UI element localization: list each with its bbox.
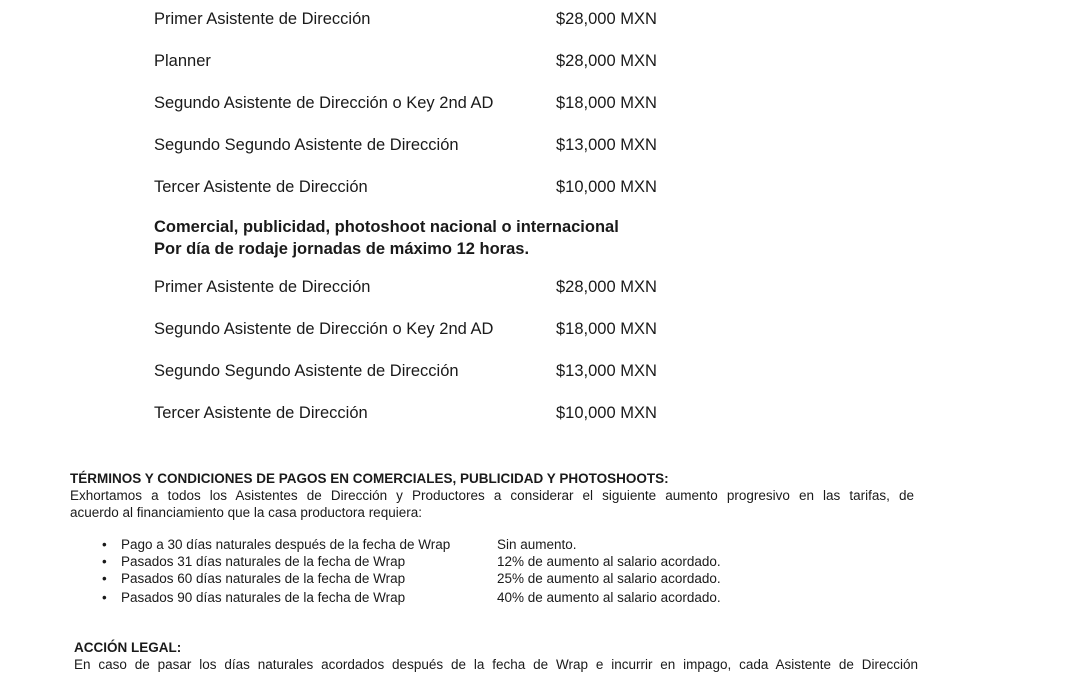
terms-list-item xyxy=(102,536,802,553)
price-value: $18,000 MXN xyxy=(556,320,657,338)
terms-list-item xyxy=(102,589,802,606)
price-value: $28,000 MXN xyxy=(556,10,657,28)
terms-title: TÉRMINOS Y CONDICIONES DE PAGOS EN COMERCIALES, PUBLICIDAD Y PHOTOSHOOTS: xyxy=(70,471,669,486)
terms-paragraph xyxy=(70,487,914,521)
rate-row xyxy=(154,8,714,30)
bullet-icon: • xyxy=(102,537,107,552)
term-condition: Pasados 31 días naturales de la fecha de Wrap xyxy=(121,554,406,569)
term-result: 12% de aumento al salario acordado. xyxy=(497,554,721,569)
term-result: Sin aumento. xyxy=(497,537,577,552)
price-value: $28,000 MXN xyxy=(556,278,657,296)
role-label: Primer Asistente de Dirección xyxy=(154,278,371,296)
rate-row xyxy=(154,318,714,340)
term-result: 40% de aumento al salario acordado. xyxy=(497,590,721,605)
price-value: $10,000 MXN xyxy=(556,404,657,422)
price-value: $18,000 MXN xyxy=(556,94,657,112)
terms-list-item xyxy=(102,570,802,587)
bullet-icon: • xyxy=(102,590,107,605)
rate-row xyxy=(154,402,714,424)
role-label: Tercer Asistente de Dirección xyxy=(154,404,368,422)
term-condition: Pasados 90 días naturales de la fecha de Wrap xyxy=(121,590,406,605)
terms-list-item xyxy=(102,553,802,570)
rate-row xyxy=(154,134,714,156)
price-value: $13,000 MXN xyxy=(556,362,657,380)
legal-paragraph-line: En caso de pasar los días naturales acordados después de la fecha de Wrap e incurrir en impago, cada Asistente de Dirección xyxy=(74,657,918,672)
role-label: Segundo Segundo Asistente de Dirección xyxy=(154,362,459,380)
price-value: $13,000 MXN xyxy=(556,136,657,154)
bullet-icon: • xyxy=(102,554,107,569)
rate-row xyxy=(154,50,714,72)
terms-paragraph-line: acuerdo al financiamiento que la casa productora requiera: xyxy=(70,505,422,520)
commercial-subheading: Por día de rodaje jornadas de máximo 12 horas. xyxy=(154,240,530,258)
rate-row xyxy=(154,92,714,114)
rate-row xyxy=(154,176,714,198)
role-label: Segundo Asistente de Dirección o Key 2nd AD xyxy=(154,320,494,338)
bullet-icon: • xyxy=(102,571,107,586)
legal-paragraph xyxy=(74,656,918,673)
role-label: Tercer Asistente de Dirección xyxy=(154,178,368,196)
role-label: Primer Asistente de Dirección xyxy=(154,10,371,28)
legal-title: ACCIÓN LEGAL: xyxy=(74,640,182,655)
price-value: $10,000 MXN xyxy=(556,178,657,196)
term-condition: Pasados 60 días naturales de la fecha de Wrap xyxy=(121,571,406,586)
terms-paragraph-line: Exhortamos a todos los Asistentes de Dirección y Productores a considerar el siguiente aumento progresivo en las tarifas, de xyxy=(70,488,914,503)
role-label: Segundo Segundo Asistente de Dirección xyxy=(154,136,459,154)
term-result: 25% de aumento al salario acordado. xyxy=(497,571,721,586)
term-condition: Pago a 30 días naturales después de la fecha de Wrap xyxy=(121,537,451,552)
rate-row xyxy=(154,360,714,382)
price-value: $28,000 MXN xyxy=(556,52,657,70)
rate-row xyxy=(154,276,714,298)
role-label: Segundo Asistente de Dirección o Key 2nd AD xyxy=(154,94,494,112)
commercial-heading: Comercial, publicidad, photoshoot nacional o internacional xyxy=(154,218,619,236)
role-label: Planner xyxy=(154,52,211,70)
